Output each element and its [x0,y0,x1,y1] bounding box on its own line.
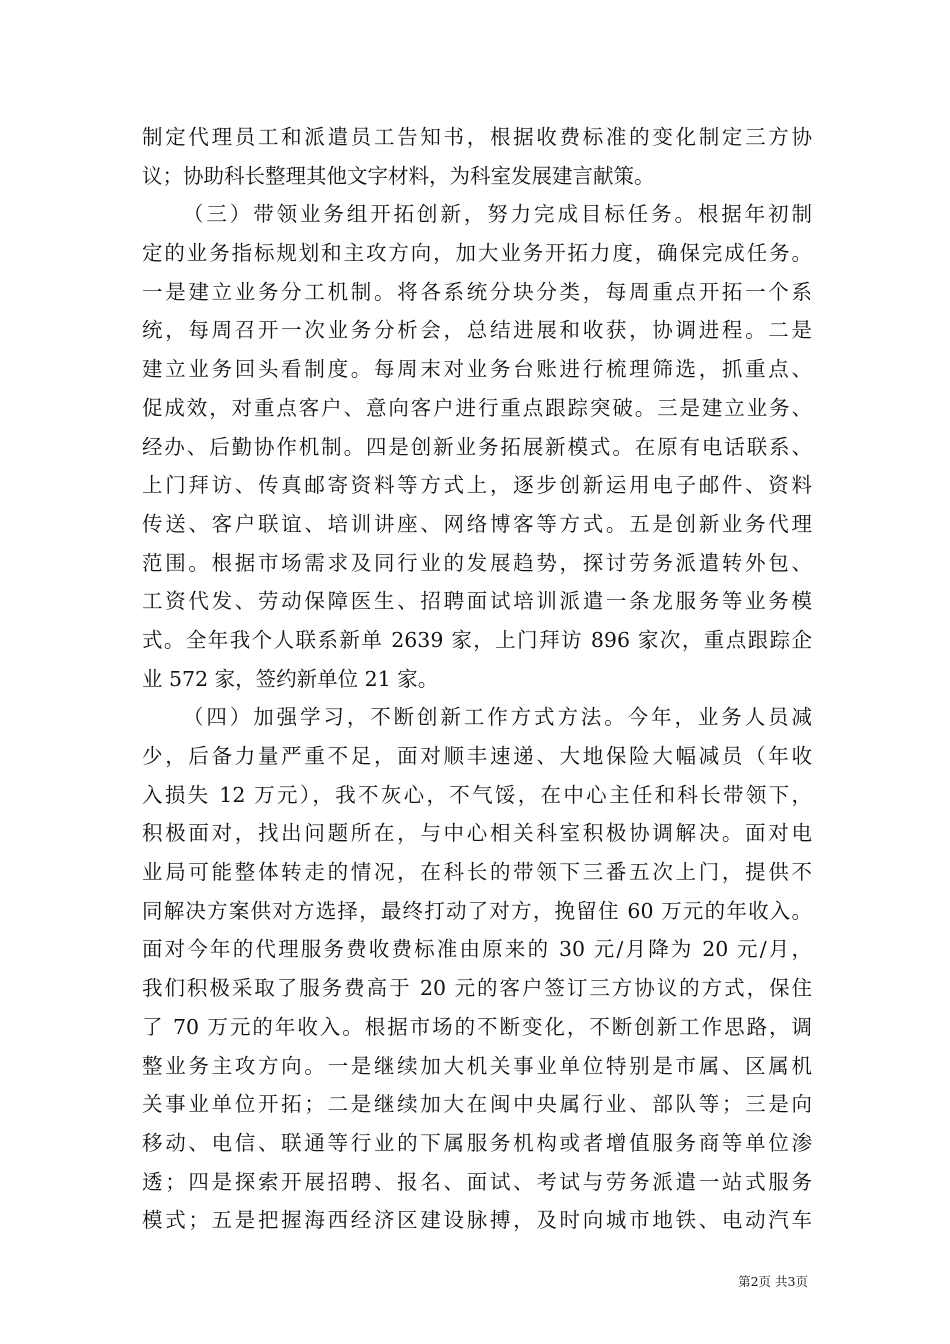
text-line-21: 同解决方案供对方选择，最终打动了对方，挽留住 60 万元的年收入。 [142,898,812,923]
text-line-8: 促成效，对重点客户、意向客户进行重点跟踪突破。三是建立业务、 [142,395,812,420]
text-line-25: 整业务主攻方向。一是继续加大机关事业单位特别是市属、区属机 [142,1053,812,1078]
text-line-7: 建立业务回头看制度。每周末对业务台账进行梳理筛选，抓重点、 [142,357,812,382]
text-line-28: 透；四是探索开展招聘、报名、面试、考试与劳务派遣一站式服务 [142,1169,812,1194]
footer-prefix: 第 [738,1274,751,1289]
text-line-12: 范围。根据市场需求及同行业的发展趋势，探讨劳务派遣转外包、 [142,550,812,575]
footer-current-page: 2 [750,1274,759,1289]
text-line-9: 经办、后勤协作机制。四是创新业务拓展新模式。在原有电话联系、 [142,434,812,459]
text-line-6: 统，每周召开一次业务分析会，总结进展和收获，协调进程。二是 [142,318,812,343]
body-text [142,118,812,1240]
text-line-23: 我们积极采取了服务费高于 20 元的客户签订三方协议的方式，保住 [142,976,812,1001]
text-line-18: 入损失 12 万元），我不灰心，不气馁，在中心主任和科长带领下， [142,782,812,807]
text-line-16: （四）加强学习，不断创新工作方式方法。今年，业务人员减 [183,705,812,730]
text-line-2: 议；协助科长整理其他文字材料，为科室发展建言献策。 [142,163,655,188]
text-line-13: 工资代发、劳动保障医生、招聘面试培训派遣一条龙服务等业务模 [142,589,812,614]
text-line-19: 积极面对，找出问题所在，与中心相关科室积极协调解决。面对电 [142,821,812,846]
text-line-24: 了 70 万元的年收入。根据市场的不断变化，不断创新工作思路，调 [142,1014,812,1039]
text-line-11: 传送、客户联谊、培训讲座、网络博客等方式。五是创新业务代理 [142,511,812,536]
page-footer [0,1274,950,1290]
text-line-3: （三）带领业务组开拓创新，努力完成目标任务。根据年初制 [183,202,812,227]
text-line-27: 移动、电信、联通等行业的下属服务机构或者增值服务商等单位渗 [142,1130,812,1155]
text-line-1: 制定代理员工和派遣员工告知书，根据收费标准的变化制定三方协 [142,125,812,149]
text-line-15: 业 572 家，签约新单位 21 家。 [142,666,439,691]
text-line-5: 一是建立业务分工机制。将各系统分块分类，每周重点开拓一个系 [142,279,812,304]
text-line-29: 模式；五是把握海西经济区建设脉搏，及时向城市地铁、电动汽车 [142,1208,812,1233]
footer-middle: 页 共 [758,1274,788,1289]
text-line-4: 定的业务指标规划和主攻方向，加大业务开拓力度，确保完成任务。 [142,241,812,266]
text-line-26: 关事业单位开拓；二是继续加大在闽中央属行业、部队等；三是向 [142,1092,812,1117]
text-line-17: 少，后备力量严重不足，面对顺丰速递、大地保险大幅减员（年收 [142,744,812,768]
text-line-20: 业局可能整体转走的情况，在科长的带领下三番五次上门，提供不 [142,860,812,885]
footer-suffix: 页 [795,1274,808,1289]
text-line-10: 上门拜访、传真邮寄资料等方式上，逐步创新运用电子邮件、资料 [142,473,812,498]
footer-total-pages: 3 [787,1274,796,1289]
text-line-14: 式。全年我个人联系新单 2639 家，上门拜访 896 家次，重点跟踪企 [142,627,812,652]
text-line-22: 面对今年的代理服务费收费标准由原来的 30 元/月降为 20 元/月， [142,937,812,962]
